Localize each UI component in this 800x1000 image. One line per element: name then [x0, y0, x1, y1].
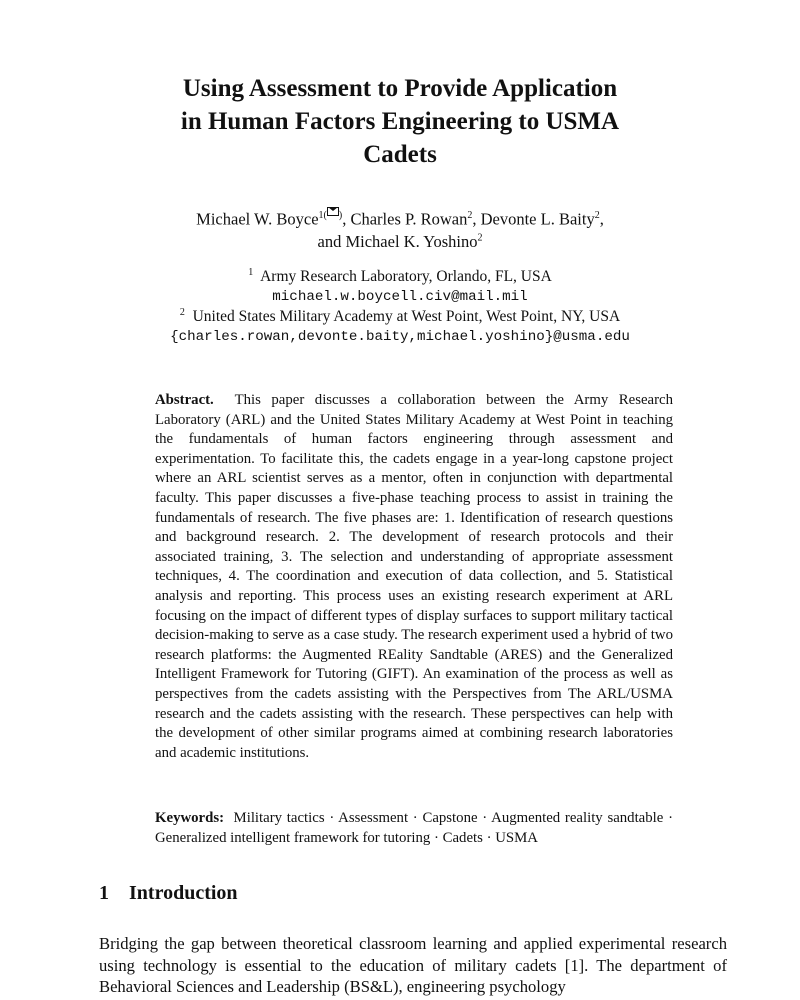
affiliation-2 [0, 307, 800, 327]
envelope-icon[interactable] [327, 207, 339, 216]
section-number: 1 [99, 882, 109, 904]
affiliations [0, 267, 800, 347]
author-affiliation-mark: 2 [594, 210, 600, 221]
affiliation-1 [0, 267, 800, 287]
authors-line-2 [0, 231, 800, 253]
email-link[interactable]: {charles.rowan,devonte.baity,michael.yoshino}@usma.edu [170, 329, 630, 345]
abstract-text: This paper discusses a collaboration between the Army Research Laboratory (ARL) and the United States Military Academy at West Point in teaching the fundamentals of human factors engineering through assessment and experimentation. To facilitate this, the cadets engage in a year-long capstone project where an ARL scientist serves as a mentor, often in conjunction with departmental faculty. This paper discusses a five-phase teaching process to assist in training the fundamentals of research. The five phases are: 1. Identification of research questions and background research. 2. The development of research protocols and their associated training, 3. The selection and understanding of appropriate assessment techniques, 4. The coordination and execution of data collection, and 5. Statistical analysis and reporting. This process uses an existing research experiment at ARL focusing on the impact of different types of display surfaces to support military tactical decision-making to serve as a case study. The research experiment used a hybrid of two research platforms: the Augmented REality Sandtable (ARES) and the Generalized Intelligent Framework for Tutoring (GIFT). An examination of the process as well as perspectives from the cadets assisting with the Perspectives from The ARL/USMA research and the cadets assisting with the research. These perspectives can help with the development of other similar programs aimed at combining research laboratories and academic institutions. [155, 392, 673, 761]
citation-link[interactable]: [1] [564, 955, 585, 975]
abstract [155, 391, 673, 763]
author-name: Devonte L. Baity [480, 209, 595, 229]
authors-line-1: Michael W. Boyce$^{1( )}$, Charles P. Rowan$^2$, Devonte L. Baity$^2$, [0, 207, 800, 231]
author-name: Charles P. Rowan [350, 209, 468, 229]
author-name: Michael W. Boyce [196, 209, 319, 229]
keywords-label: Keywords: [155, 810, 225, 826]
keywords-text: Military tactics · Assessment · Capstone · Augmented reality sandtable · Generalized intelligent framework for tutoring · Cadets · USMA [155, 810, 673, 846]
author-affiliation-mark: 2 [477, 232, 483, 243]
introduction-text: Bridging the gap between theoretical classroom learning and applied experimental research using technology is essential to the education of military cadets [1]. The department of Behavioral Sciences and Leadership (BS&L), engineering psychology [99, 934, 727, 996]
title-line-1: Using Assessment to Provide Application [182, 75, 618, 102]
author-affiliation-mark: 1( ) [319, 210, 343, 221]
email-link[interactable]: michael.w.boycell.civ@mail.mil [272, 289, 528, 305]
affiliation-mark: 2 [179, 306, 185, 318]
section-title: Introduction [129, 882, 238, 904]
title-line-2: in Human Factors Engineering to USMA [180, 108, 620, 135]
affiliation-text: Army Research Laboratory, Orlando, FL, USA [260, 268, 552, 285]
author-list [0, 207, 800, 253]
affiliation-mark: 1 [248, 266, 254, 278]
author-name: and Michael K. Yoshino [317, 231, 478, 251]
abstract-label: Abstract. [155, 392, 214, 408]
paper-title [0, 72, 800, 171]
section-heading [99, 882, 238, 905]
affiliation-text: United States Military Academy at West Point, West Point, NY, USA [192, 308, 621, 325]
keywords [155, 809, 673, 848]
author-affiliation-mark: 2 [467, 210, 473, 221]
title-line-3: Cadets [363, 141, 437, 168]
